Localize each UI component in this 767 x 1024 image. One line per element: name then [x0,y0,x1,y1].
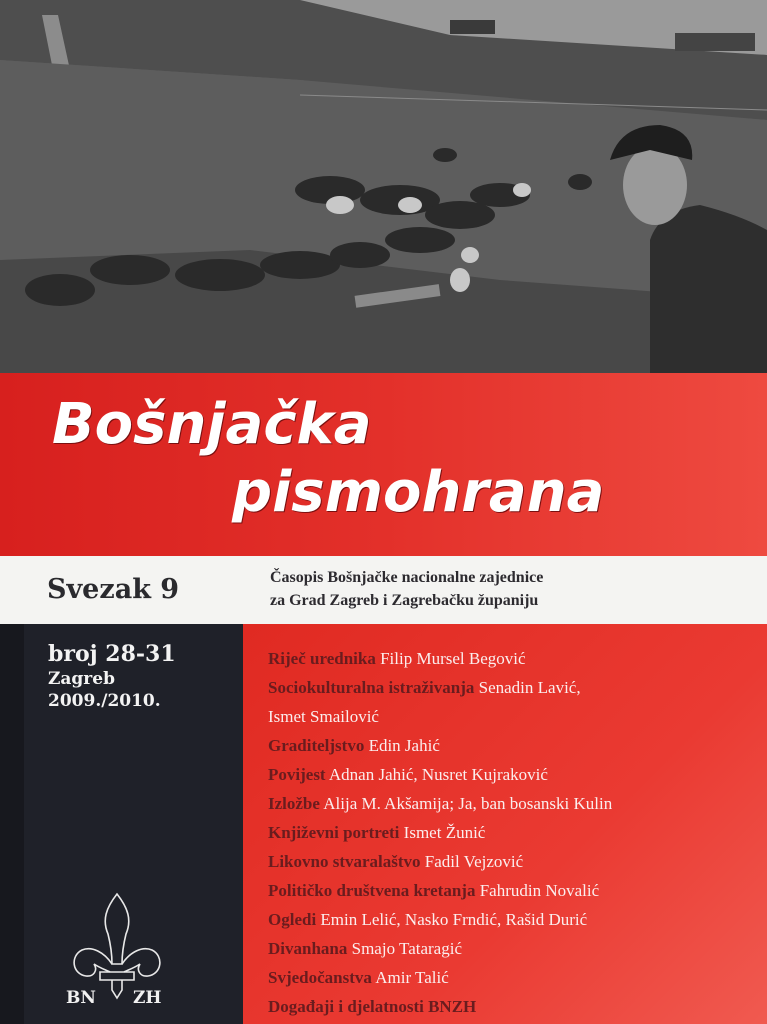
toc-row [268,644,612,673]
toc-row [268,673,612,702]
issue-years: 2009./2010. [48,691,161,711]
magazine-title-line1: Bošnjačka [52,392,372,457]
toc-authors: Alija M. Akšamija; Ja, ban bosanski Kulin [323,794,613,813]
toc-authors: Ismet Smailović [268,707,379,726]
toc-row [268,789,612,818]
subtitle-line1: Časopis Bošnjačke nacionalne zajednice [270,569,544,586]
table-of-contents [268,644,612,1021]
volume-label: Svezak 9 [47,574,180,605]
issue-info [48,640,176,712]
issue-number: broj 28-31 [48,641,176,667]
toc-authors: Fadil Vejzović [424,852,524,871]
cover-photo [0,0,767,373]
toc-row [268,731,612,760]
toc-row [268,934,612,963]
toc-category: Povijest [268,765,326,784]
toc-authors: Adnan Jahić, Nusret Kujraković [328,765,548,784]
toc-row [268,818,612,847]
toc-category: Riječ urednika [268,649,376,668]
toc-category: Izložbe [268,794,320,813]
toc-category: Ogledi [268,910,317,929]
toc-row [268,702,612,731]
toc-authors: Senadin Lavić, [478,678,581,697]
toc-row [268,847,612,876]
journal-subtitle [270,566,543,612]
toc-category: Sociokulturalna istraživanja [268,678,475,697]
toc-authors: Ismet Žunić [403,823,486,842]
subtitle-line2: za Grad Zagreb i Zagrebačku županiju [270,592,539,609]
logo-text-left: BN [66,988,96,1008]
toc-authors: Edin Jahić [368,736,440,755]
toc-category: Političko društvena kretanja [268,881,476,900]
toc-category: Književni portreti [268,823,400,842]
issue-city: Zagreb [48,669,115,689]
logo-text-right: ZH [133,988,162,1008]
toc-category: Događaji i djelatnosti BNZH [268,997,477,1016]
toc-authors: Amir Talić [375,968,449,987]
toc-authors: Smajo Tataragić [351,939,463,958]
photo-image [0,0,767,373]
toc-authors: Fahrudin Novalić [479,881,600,900]
toc-row [268,963,612,992]
toc-authors: Filip Mursel Begović [380,649,526,668]
toc-row [268,876,612,905]
toc-row [268,905,612,934]
magazine-title-line2: pismohrana [232,460,605,525]
toc-row [268,992,612,1021]
toc-category: Divanhana [268,939,348,958]
toc-category: Likovno stvaralaštvo [268,852,421,871]
toc-category: Svjedočanstva [268,968,372,987]
spine-shadow [0,624,24,1024]
toc-category: Graditeljstvo [268,736,365,755]
toc-row [268,760,612,789]
toc-authors: Emin Lelić, Nasko Frndić, Rašid Durić [320,910,588,929]
